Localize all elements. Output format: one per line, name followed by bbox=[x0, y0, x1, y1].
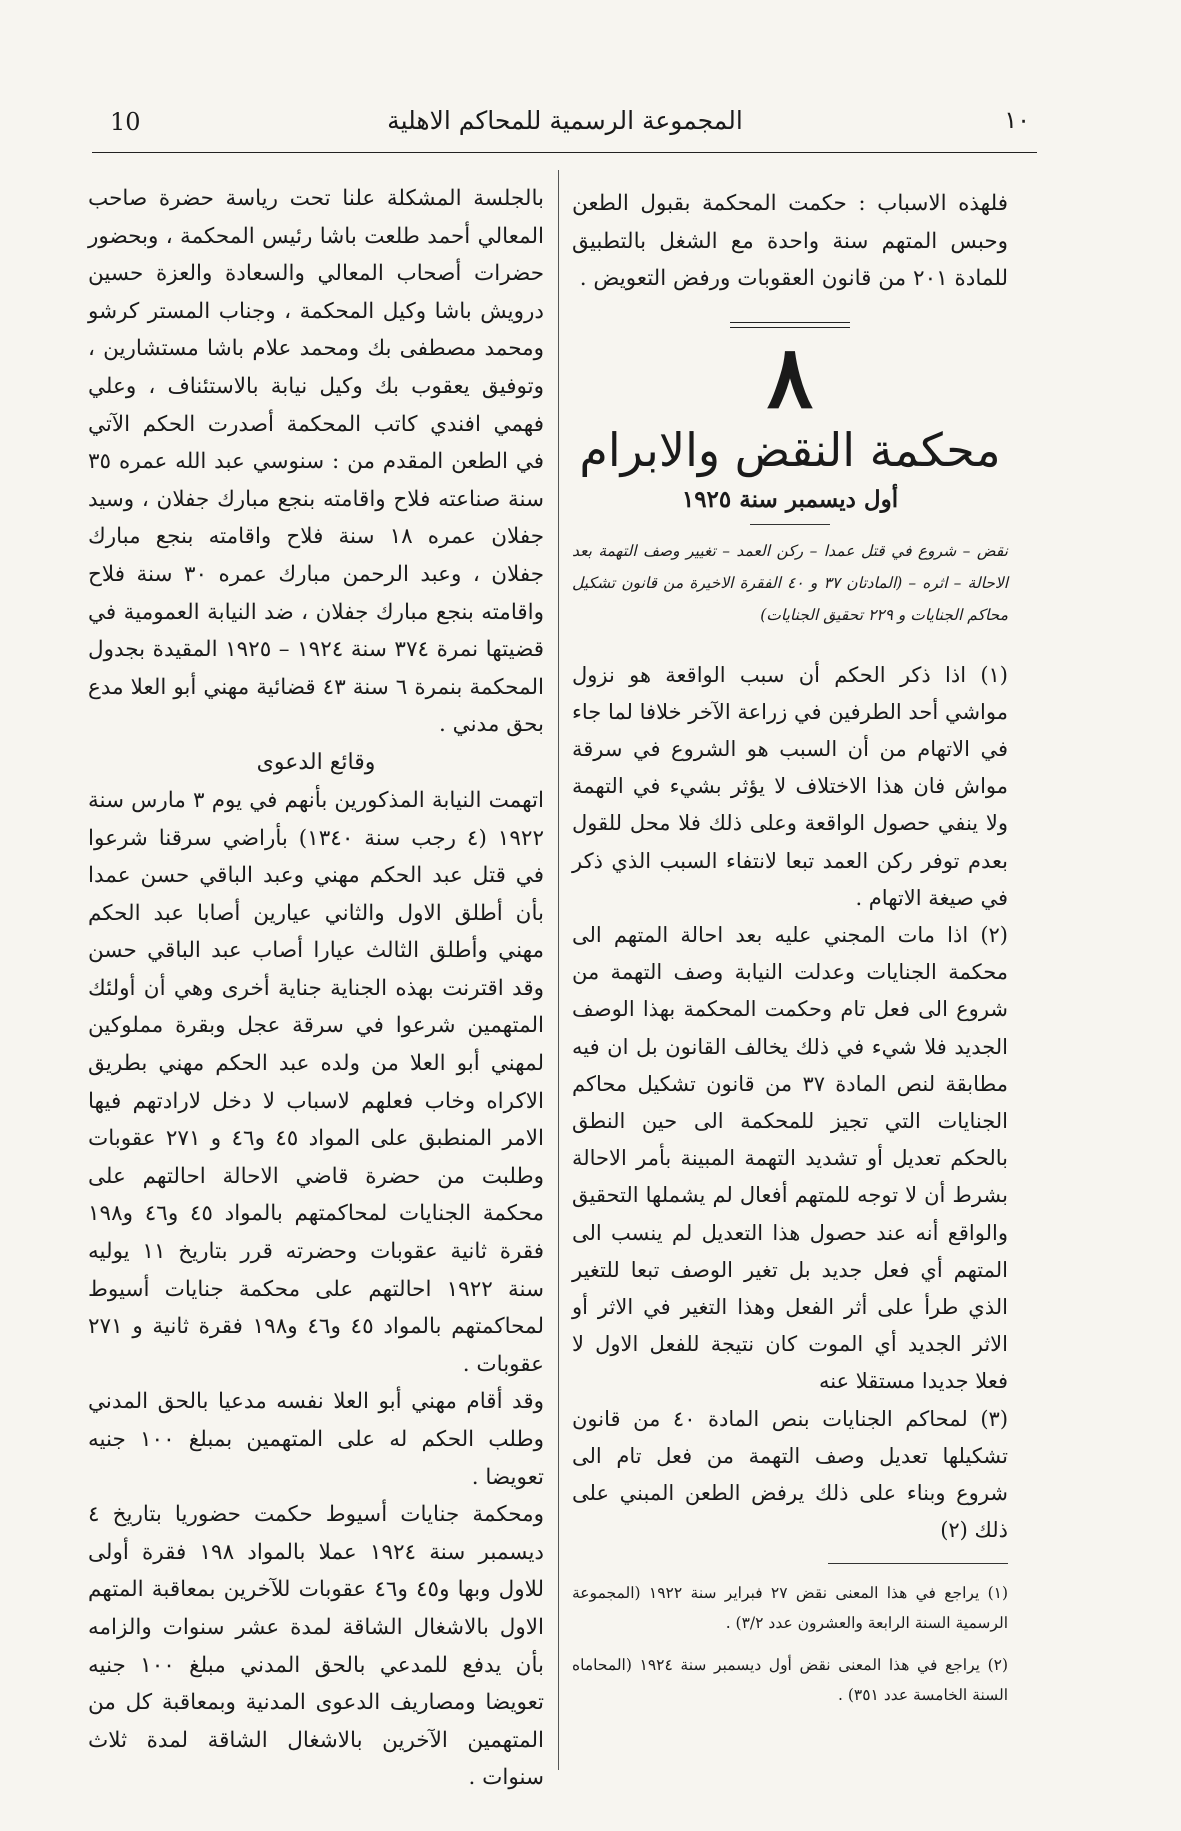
left-column bbox=[88, 180, 544, 1797]
date-rule bbox=[750, 524, 830, 525]
case-date: أول ديسمبر سنة ١٩٢٥ bbox=[681, 485, 899, 513]
session-paragraph: بالجلسة المشكلة علنا تحت رياسة حضرة صاحب المعالي أحمد طلعت باشا رئيس المحكمة ، وبحضور حضرات أصحاب المعالي والسعادة والعزة حسين درويش باشا وكيل المحكمة ، وجناب المستر كرشو ومحمد مصطفى بك ومحمد علام باشا مستشارين ، وتوفيق يعقوب بك وكيل نيابة بالاستئناف ، وعلي فهمي افندي كاتب المحكمة أصدرت الحكم الآتي في الطعن المقدم من : سنوسي عبد الله عمره ٣٥ سنة صناعته فلاح واقامته بنجع مبارك جفلان ، وسيد جفلان عمره ١٨ سنة فلاح واقامته بنجع مبارك جفلان ، وعبد الرحمن مبارك عمره ٣٠ سنة فلاح واقامته بنجع مبارك جفلان ، ضد النيابة العمومية في قضيتها نمرة ٣٧٤ سنة ١٩٢٤ – ١٩٢٥ المقيدة بجدول المحكمة بنمرة ٦ سنة ٤٣ قضائية مهني أبو العلا مدع بحق مدني . bbox=[88, 186, 545, 738]
civil-claim-paragraph: وقد أقام مهني أبو العلا نفسه مدعيا بالحق المدني وطلب الحكم له على المتهمين بمبلغ ١٠٠ جنيه تعويضا . bbox=[88, 1389, 544, 1490]
right-column bbox=[572, 185, 1008, 1722]
verdict-paragraph: ومحكمة جنايات أسيوط حكمت حضوريا بتاريخ ٤ ديسمبر سنة ١٩٢٤ عملا بالمواد ١٩٨ فقرة أولى للاول وبها و٤٥ و٤٦ عقوبات للآخرين بمعاقبة المتهم الاول بالاشغال الشاقة لمدة عشر سنوات والزامه بأن يدفع للمدعي بالحق المدني مبلغ ١٠٠ جنيه تعويضا ومصاريف الدعوى المدنية وبمعاقبة كل من المتهمين الآخرين بالاشغال الشاقة لمدة ثلاث سنوات . bbox=[88, 1502, 545, 1791]
case-number: ٨ bbox=[766, 326, 814, 428]
footnote-rule bbox=[828, 1563, 1008, 1564]
page-number-latin: 10 bbox=[110, 108, 141, 136]
judgment-conclusion: فلهذه الاسباب : حكمت المحكمة بقبول الطعن وحبس المتهم سنة واحدة مع الشغل بالتطبيق للمادة ٢٠١ من قانون العقوبات ورفض التعويض . bbox=[572, 191, 1008, 291]
column-divider bbox=[558, 170, 559, 1770]
page-header bbox=[100, 106, 1030, 146]
court-name: محكمة النقض والابرام bbox=[579, 422, 1001, 477]
header-rule bbox=[92, 152, 1037, 153]
legal-principle-2: (٢) اذا مات المجني عليه بعد احالة المتهم الى محكمة الجنايات وعدلت النيابة وصف التهمة من شروع الى فعل تام وحكمت المحكمة بهذا الوصف الجديد فلا شيء في ذلك يخالف القانون بل ان فيه مطابقة لنص المادة ٣٧ من قانون تشكيل محاكم الجنايات التي تجيز للمحكمة الى حين النطق بالحكم تعديل أو تشديد التهمة المبينة بأمر الاحالة بشرط أن لا توجه للمتهم أفعال لم يشملها التحقيق والواقع أنه عند حصول هذا التعديل لم ينسب الى المتهم أي فعل جديد بل تغير الوصف تبعا للتغير الذي طرأ على أثر الفعل وهذا التغير في الاثر أو الاثر الجديد أي الموت كان نتيجة للفعل الاول لا فعلا جديدا مستقلا عنه bbox=[572, 922, 1008, 1394]
legal-principle-1: (١) اذا ذكر الحكم أن سبب الواقعة هو نزول مواشي أحد الطرفين في زراعة الآخر خلافا لما جاء في الاتهام من أن السبب هو الشروع في سرقة مواش فان هذا الاختلاف لا يؤثر بشيء في التهمة ولا ينفي حصول الواقعة وعلى ذلك فلا محل للقول بعدم توفر ركن العمد تبعا لانتفاء السبب الذي ذكر في صيغة الاتهام . bbox=[572, 662, 1008, 910]
running-title: المجموعة الرسمية للمحاكم الاهلية bbox=[387, 106, 743, 135]
footnote-1: (١) يراجع في هذا المعنى نقض ٢٧ فبراير سنة ١٩٢٢ (المجموعة الرسمية السنة الرابعة والعشرون عدد ٣/٢) . bbox=[572, 1584, 1009, 1633]
footnote-2: (٢) يراجع في هذا المعنى نقض أول ديسمبر سنة ١٩٢٤ (المحاماه السنة الخامسة عدد ٣٥١) . bbox=[572, 1656, 1009, 1705]
headnote-keywords: نقض – شروع في قتل عمدا – ركن العمد – تغيير وصف التهمة بعد الاحالة – اثره – (المادتان ٣٧ و ٤٠ الفقرة الاخيرة من قانون تشكيل محاكم الجنايات و ٢٢٩ تحقيق الجنايات) bbox=[572, 541, 1009, 624]
facts-heading: وقائع الدعوى bbox=[256, 749, 376, 775]
charges-paragraph: اتهمت النيابة المذكورين بأنهم في يوم ٣ مارس سنة ١٩٢٢ (٤ رجب سنة ١٣٤٠) بأراضي سرقنا شرعوا في قتل عبد الحكم مهني وعبد الباقي حسن عمدا بأن أطلق الاول والثاني عيارين أصابا عبد الحكم مهني وأطلق الثالث عيارا أصاب عبد الباقي حسن وقد اقترنت بهذه الجناية جناية أخرى وهي أن أولئك المتهمين شرعوا في سرقة عجل وبقرة مملوكين لمهني أبو العلا من ولده عبد الحكم مهني بطريق الاكراه وخاب فعلهم لاسباب لا دخل لارادتهم فيها الامر المنطبق على المواد ٤٥ و٤٦ و ٢٧١ عقوبات وطلبت من حضرة قاضي الاحالة احالتهم على محكمة الجنايات لمحاكمتهم بالمواد ٤٥ و٤٦ و١٩٨ فقرة ثانية عقوبات وحضرته قرر بتاريخ ١١ يوليه سنة ١٩٢٢ احالتهم على محكمة جنايات أسيوط لمحاكمتهم بالمواد ٤٥ و٤٦ و١٩٨ فقرة ثانية و ٢٧١ عقوبات . bbox=[88, 787, 544, 1377]
page-number-arabic: ١٠ bbox=[1004, 106, 1030, 134]
legal-principle-3: (٣) لمحاكم الجنايات بنص المادة ٤٠ من قانون تشكيلها تعديل وصف التهمة من فعل تام الى شروع وبناء على ذلك يرفض الطعن المبني على ذلك (٢) bbox=[572, 1406, 1009, 1543]
